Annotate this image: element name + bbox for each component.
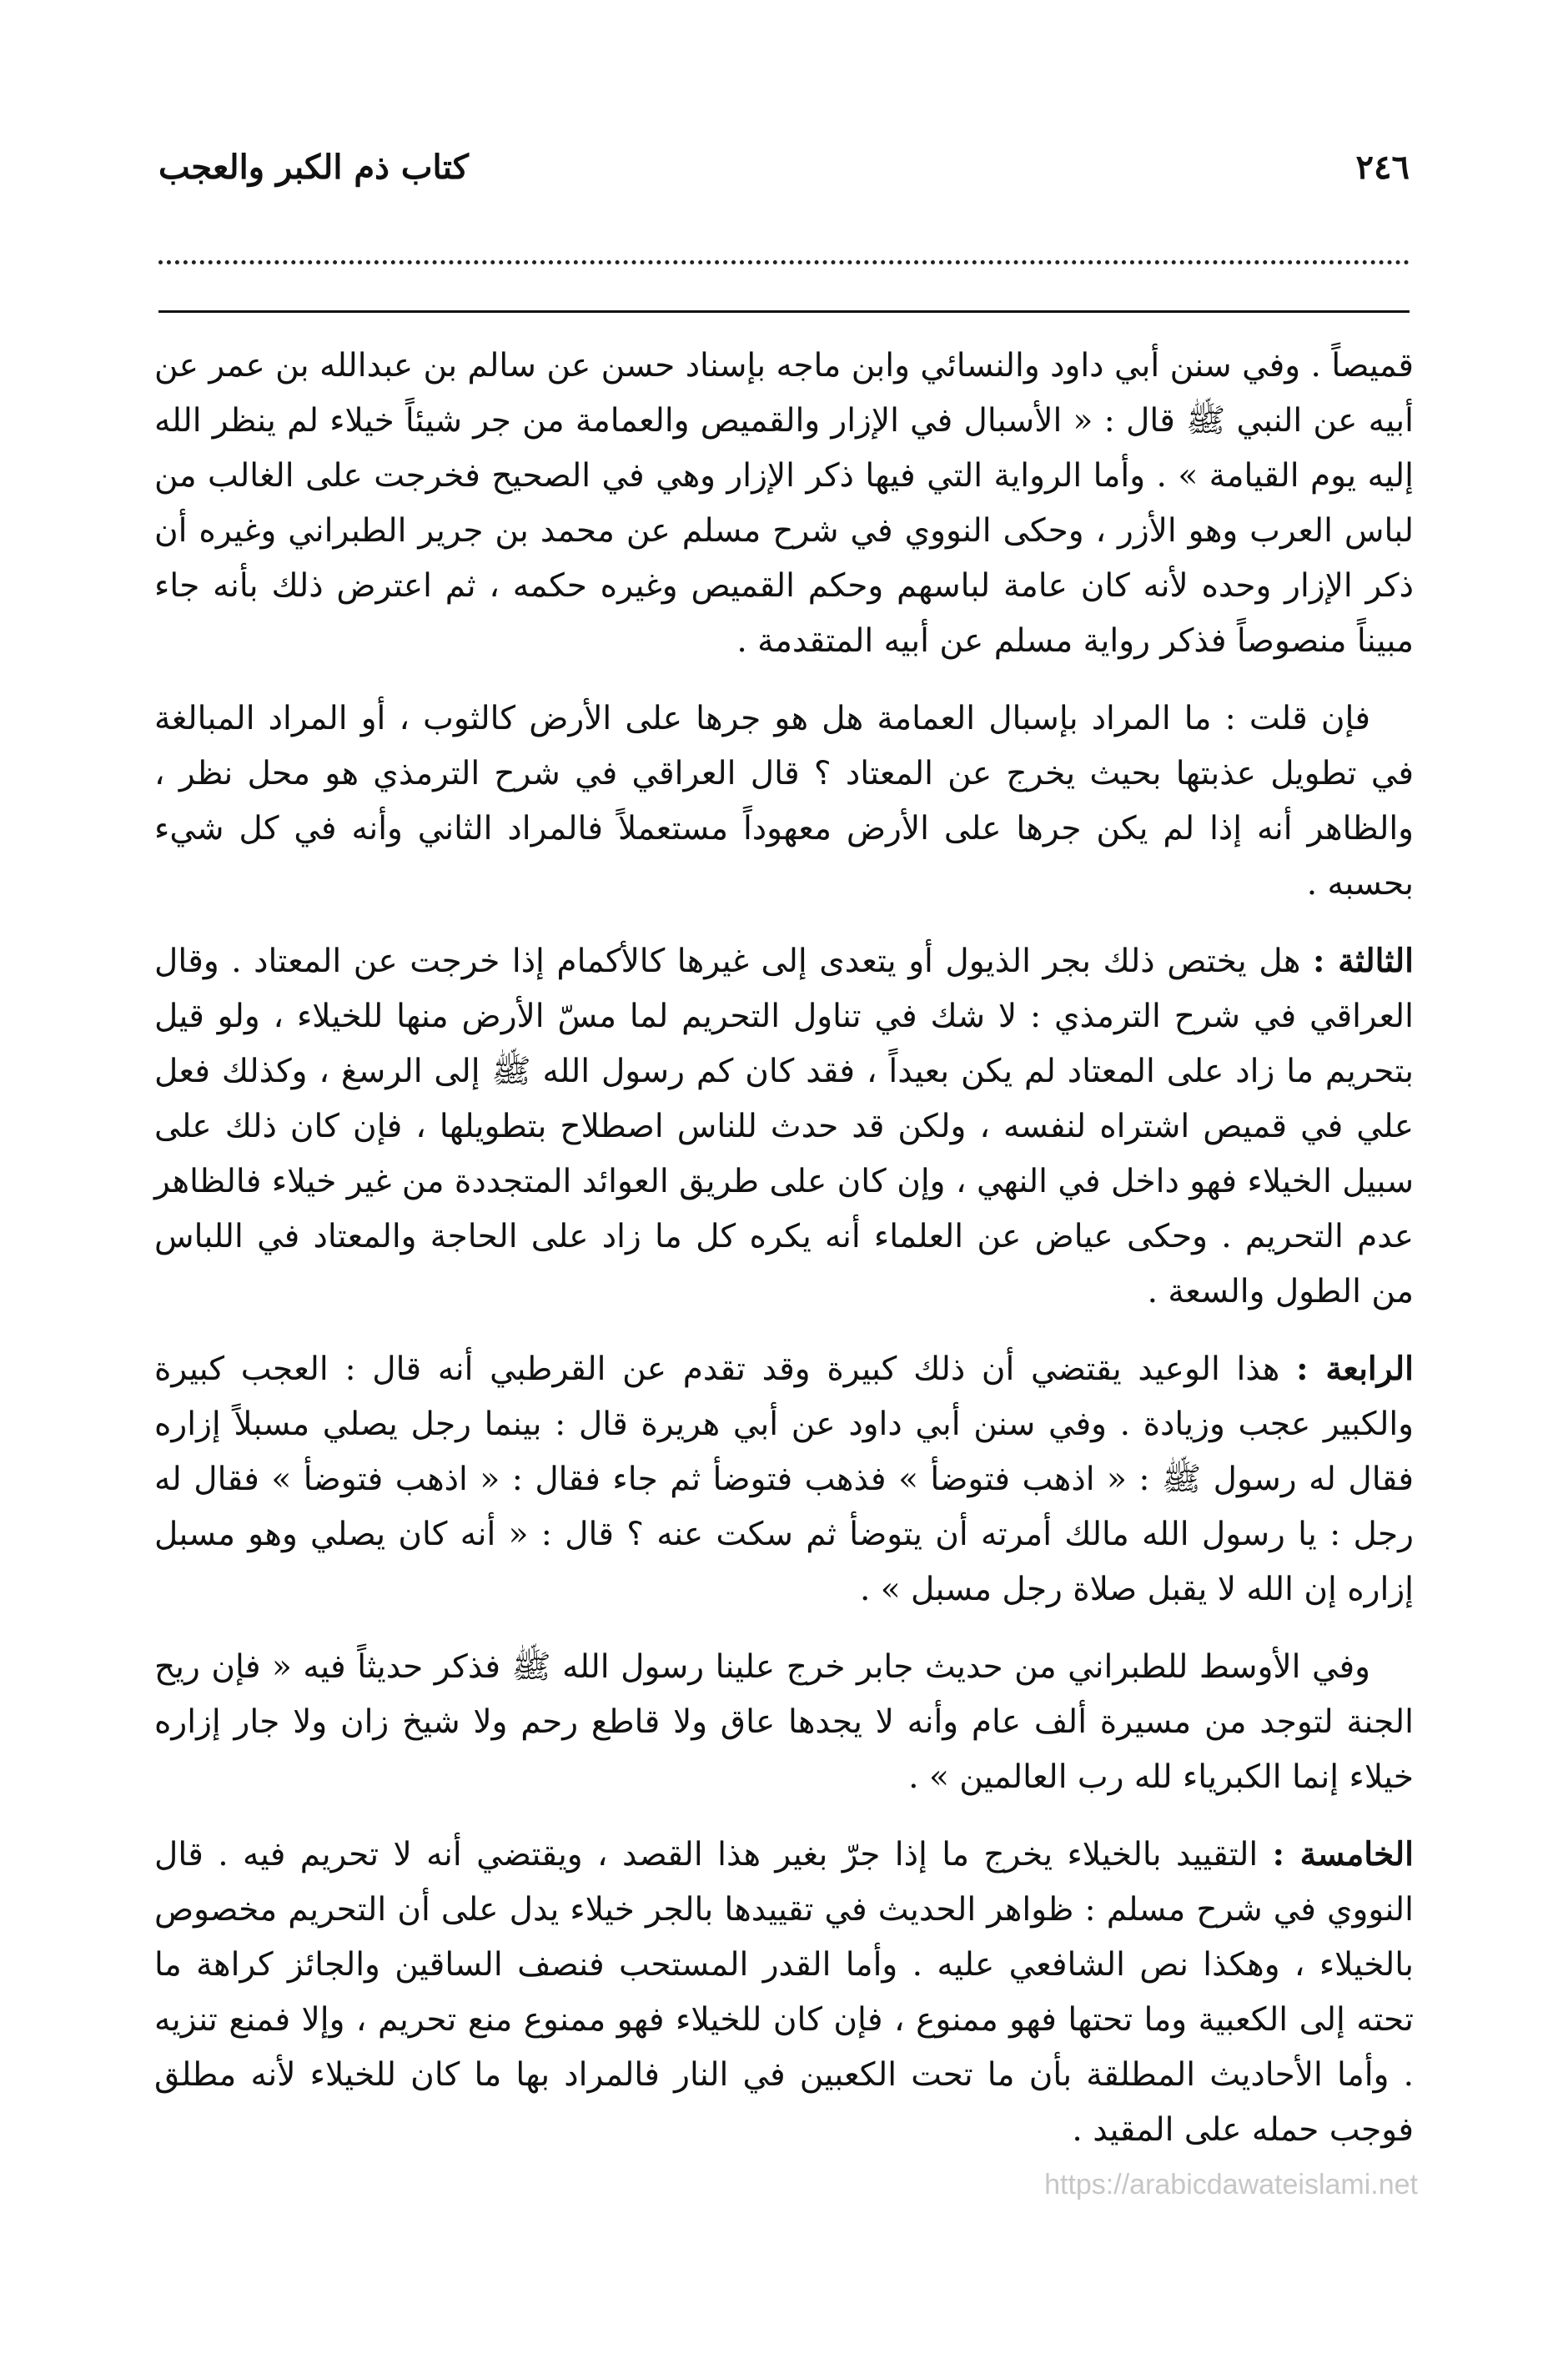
paragraph-text: فإن قلت : ما المراد بإسبال العمامة هل هو جرها على الأرض كالثوب ، أو المراد المبالغة في تطويل عذبتها بحيث يخرج عن المعتاد ؟ قال العراقي في شرح الترمذي هو محل نظر ، والظاهر أنه إذا لم يكن جرها على الأرض معهوداً مستعملاً فالمراد الثاني وأنه في كل شيء بحسبه . bbox=[154, 700, 1414, 903]
solid-divider bbox=[158, 310, 1410, 313]
watermark-url: https://arabicdawateislami.net bbox=[1044, 2169, 1418, 2201]
body-text bbox=[154, 338, 1414, 2180]
paragraph-6 bbox=[154, 1827, 1414, 2158]
running-title: كتاب ذم الكبر والعجب bbox=[158, 147, 469, 187]
paragraph-text: هذا الوعيد يقتضي أن ذلك كبيرة وقد تقدم عن القرطبي أنه قال : العجب كبيرة والكبير عجب وزيادة . وفي سنن أبي داود عن أبي هريرة قال : بينما رجل يصلي مسبلاً إزاره فقال له رسول ﷺ : « اذهب فتوضأ » فذهب فتوضأ ثم جاء فقال : « اذهب فتوضأ » فقال له رجل : يا رسول الله مالك أمرته أن يتوضأ ثم سكت عنه ؟ قال : « أنه كان يصلي وهو مسبل إزاره إن الله لا يقبل صلاة رجل مسبل » . bbox=[154, 1350, 1415, 1608]
paragraph-1 bbox=[154, 338, 1414, 669]
paragraph-lead-thalitha: الثالثة : bbox=[1312, 942, 1414, 980]
paragraph-lead-rabia: الرابعة : bbox=[1296, 1350, 1415, 1388]
paragraph-text: هل يختص ذلك بجر الذيول أو يتعدى إلى غيرها كالأكمام إذا خرجت عن المعتاد . وقال العراقي في شرح الترمذي : لا شك في تناول التحريم لما مسّ الأرض منها للخيلاء ، ولو قيل بتحريم ما زاد على المعتاد لم يكن بعيداً ، فقد كان كم رسول الله ﷺ إلى الرسغ ، وكذلك فعل علي في قميص اشتراه لنفسه ، ولكن قد حدث للناس اصطلاح بتطويلها ، فإن كان ذلك على سبيل الخيلاء فهو داخل في النهي ، وإن كان على طريق العوائد المتجددة من غير خيلاء فالظاهر عدم التحريم . وحكى عياض عن العلماء أنه يكره كل ما زاد على الحاجة والمعتاد في اللباس من الطول والسعة . bbox=[154, 943, 1414, 1310]
page-header bbox=[158, 142, 1410, 192]
paragraph-lead-khamisa: الخامسة : bbox=[1272, 1835, 1414, 1874]
paragraph-5 bbox=[154, 1639, 1414, 1805]
paragraph-text: التقييد بالخيلاء يخرج ما إذا جرّ بغير هذا القصد ، ويقتضي أنه لا تحريم فيه . قال النووي في شرح مسلم : ظواهر الحديث في تقييدها بالجر خيلاء يدل على أن التحريم مخصوص بالخيلاء ، وهكذا نص الشافعي عليه . وأما القدر المستحب فنصف الساقين والجائز كراهة ما تحته إلى الكعبية وما تحتها فهو ممنوع ، فإن كان للخيلاء فهو ممنوع منع تحريم ، وإلا فمنع تنزيه . وأما الأحاديث المطلقة بأن ما تحت الكعبين في النار فالمراد بها ما كان للخيلاء لأنه مطلق فوجب حمله على المقيد . bbox=[154, 1836, 1414, 2149]
paragraph-4 bbox=[154, 1341, 1414, 1617]
paragraph-3 bbox=[154, 933, 1414, 1320]
dotted-divider bbox=[158, 260, 1410, 264]
paragraph-2 bbox=[154, 691, 1414, 912]
page-number: ٢٤٦ bbox=[1355, 147, 1410, 187]
paragraph-text: وفي الأوسط للطبراني من حديث جابر خرج علينا رسول الله ﷺ فذكر حديثاً فيه « فإن ريح الجنة لتوجد من مسيرة ألف عام وأنه لا يجدها عاق ولا قاطع رحم ولا شيخ زان ولا جار إزاره خيلاء إنما الكبرياء لله رب العالمين » . bbox=[154, 1648, 1414, 1796]
paragraph-text: قميصاً . وفي سنن أبي داود والنسائي وابن ماجه بإسناد حسن عن سالم بن عبدالله بن عمر عن أبيه عن النبي ﷺ قال : « الأسبال في الإزار والقميص والعمامة من جر شيئاً خيلاء لم ينظر الله إليه يوم القيامة » . وأما الرواية التي فيها ذكر الإزار وهي في الصحيح فخرجت على الغالب من لباس العرب وهو الأزر ، وحكى النووي في شرح مسلم عن محمد بن جرير الطبراني وغيره أن ذكر الإزار وحده لأنه كان عامة لباسهم وحكم القميص وغيره حكمه ، ثم اعترض ذلك بأنه جاء مبيناً منصوصاً فذكر رواية مسلم عن أبيه المتقدمة . bbox=[154, 347, 1414, 660]
